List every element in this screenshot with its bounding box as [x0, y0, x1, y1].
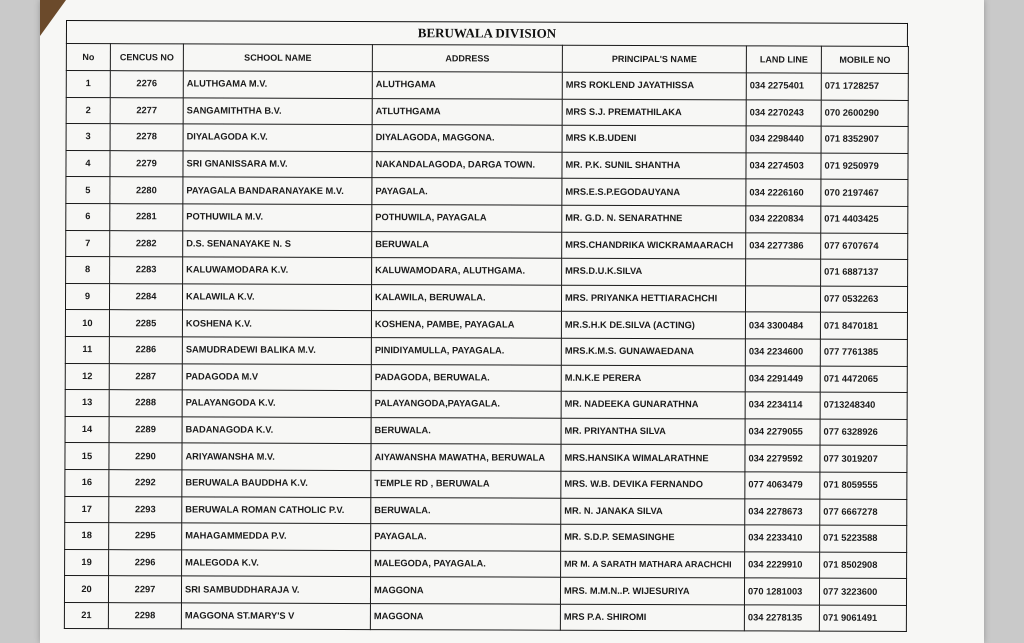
census-no: 2285 [109, 310, 182, 337]
address: MAGGONA [370, 577, 560, 604]
land-line: 034 2233410 [745, 525, 820, 552]
mobile-no: 071 9061491 [819, 605, 906, 632]
header-address: ADDRESS [372, 45, 562, 73]
principal-name: MRS.D.U.K.SILVA [562, 258, 746, 285]
table-row [65, 469, 907, 499]
mobile-no: 077 3019207 [820, 445, 907, 472]
table-row [65, 523, 907, 553]
mobile-no: 071 6887137 [821, 259, 908, 286]
row-no: 21 [64, 602, 108, 629]
principal-name: MRS K.B.UDENI [562, 125, 746, 152]
school-name: PALAYANGODA K.V. [182, 390, 371, 417]
row-no: 10 [65, 310, 109, 337]
address: AIYAWANSHA MAWATHA, BERUWALA [371, 444, 561, 471]
land-line: 070 1281003 [744, 578, 819, 605]
mobile-no: 071 8059555 [820, 472, 907, 499]
row-no: 17 [65, 496, 109, 523]
school-name: BERUWALA BAUDDHA K.V. [182, 470, 371, 497]
table-row [65, 496, 907, 526]
header-no: No [66, 44, 110, 71]
table-row [65, 549, 907, 579]
census-no: 2280 [110, 177, 183, 204]
row-no: 7 [66, 230, 110, 257]
principal-name: MRS. PRIYANKA HETTIARACHCHI [561, 285, 745, 312]
census-no: 2283 [110, 257, 183, 284]
school-name: KALAWILA K.V. [182, 284, 371, 311]
mobile-no: 070 2197467 [821, 180, 908, 207]
census-no: 2278 [110, 124, 183, 151]
row-no: 6 [66, 203, 110, 230]
census-no: 2297 [108, 576, 181, 603]
address: ALUTHGAMA [372, 72, 562, 99]
mobile-no: 071 8352907 [821, 126, 908, 153]
header-principal-name: PRINCIPAL'S NAME [562, 45, 746, 73]
address: PALAYANGODA,PAYAGALA. [371, 391, 561, 418]
census-no: 2289 [109, 416, 182, 443]
principal-name: MRS.HANSIKA WIMALARATHNE [561, 445, 745, 472]
school-name: SRI GNANISSARA M.V. [183, 151, 372, 178]
land-line [746, 259, 821, 286]
table-row [65, 310, 907, 340]
header-land-line: LAND LINE [746, 46, 821, 73]
school-name: PADAGODA M.V [182, 363, 371, 390]
header-census-no: CENCUS NO [110, 44, 183, 71]
census-no: 2293 [109, 496, 182, 523]
table-row [66, 150, 908, 180]
census-no: 2288 [109, 390, 182, 417]
header-mobile-no: MOBILE NO [821, 46, 908, 73]
school-list-sheet [64, 20, 908, 632]
row-no: 13 [65, 390, 109, 417]
row-no: 2 [66, 97, 110, 124]
school-name: MALEGODA K.V. [182, 550, 371, 577]
census-no: 2279 [110, 150, 183, 177]
address: KALUWAMODARA, ALUTHGAMA. [372, 258, 562, 285]
row-no: 18 [65, 523, 109, 550]
land-line: 034 2279592 [745, 445, 820, 472]
table-row [64, 602, 906, 632]
school-table [64, 43, 909, 632]
mobile-no: 071 4403425 [821, 206, 908, 233]
row-no: 20 [64, 576, 108, 603]
land-line: 077 4063479 [745, 472, 820, 499]
header-row [66, 44, 908, 74]
principal-name: MRS ROKLEND JAYATHISSA [562, 72, 746, 99]
address: ATLUTHGAMA [372, 98, 562, 125]
land-line: 034 2229910 [745, 552, 820, 579]
principal-name: MR. P.K. SUNIL SHANTHA [562, 152, 746, 179]
table-row [66, 97, 908, 127]
table-row [66, 124, 908, 154]
mobile-no: 071 8470181 [820, 312, 907, 339]
land-line: 034 2220834 [746, 206, 821, 233]
address: PAYAGALA. [372, 178, 562, 205]
address: DIYALAGODA, MAGGONA. [372, 125, 562, 152]
table-row [65, 363, 907, 393]
row-no: 3 [66, 124, 110, 151]
census-no: 2282 [110, 230, 183, 257]
land-line: 034 2234114 [745, 392, 820, 419]
school-name: DIYALAGODA K.V. [183, 124, 372, 151]
mobile-no: 077 6707674 [821, 233, 908, 260]
address: NAKANDALAGODA, DARGA TOWN. [372, 151, 562, 178]
census-no: 2286 [109, 337, 182, 364]
table-body [64, 71, 908, 632]
table-row [66, 71, 908, 101]
principal-name: MRS P.A. SHIROMI [560, 604, 744, 631]
land-line: 034 3300484 [745, 312, 820, 339]
school-name: PAYAGALA BANDARANAYAKE M.V. [183, 177, 372, 204]
mobile-no: 071 1728257 [821, 73, 908, 100]
address: PAYAGALA. [371, 524, 561, 551]
table-row [65, 443, 907, 473]
school-name: ALUTHGAMA M.V. [183, 71, 372, 98]
school-name: MAGGONA ST.MARY'S V [181, 603, 370, 630]
mobile-no: 070 2600290 [821, 100, 908, 127]
school-name: D.S. SENANAYAKE N. S [183, 230, 372, 257]
school-name: ARIYAWANSHA M.V. [182, 443, 371, 470]
census-no: 2292 [109, 470, 182, 497]
mobile-no: 077 7761385 [820, 339, 907, 366]
census-no: 2277 [110, 97, 183, 124]
table-row [66, 257, 908, 287]
address: BERUWALA. [371, 417, 561, 444]
school-name: SAMUDRADEWI BALIKA M.V. [182, 337, 371, 364]
land-line: 034 2279055 [745, 419, 820, 446]
principal-name: MR M. A SARATH MATHARA ARACHCHI [561, 551, 745, 578]
mobile-no: 071 5223588 [820, 525, 907, 552]
census-no: 2290 [109, 443, 182, 470]
school-name: SRI SAMBUDDHARAJA V. [181, 576, 370, 603]
school-name: BADANAGODA K.V. [182, 417, 371, 444]
census-no: 2287 [109, 363, 182, 390]
census-no: 2276 [110, 71, 183, 98]
row-no: 5 [66, 177, 110, 204]
mobile-no: 077 6328926 [820, 419, 907, 446]
table-row [66, 203, 908, 233]
principal-name: MR. PRIYANTHA SILVA [561, 418, 745, 445]
land-line: 034 2298440 [746, 126, 821, 153]
land-line: 034 2277386 [746, 232, 821, 259]
row-no: 19 [65, 549, 109, 576]
land-line: 034 2270243 [746, 99, 821, 126]
school-name: BERUWALA ROMAN CATHOLIC P.V. [182, 496, 371, 523]
principal-name: MR. NADEEKA GUNARATHNA [561, 391, 745, 418]
row-no: 9 [65, 283, 109, 310]
table-row [65, 390, 907, 420]
census-no: 2298 [108, 603, 181, 630]
binder-corner [40, 0, 66, 36]
mobile-no: 077 0532263 [820, 286, 907, 313]
row-no: 12 [65, 363, 109, 390]
principal-name: MR. G.D. N. SENARATHNE [562, 205, 746, 232]
principal-name: MRS S.J. PREMATHILAKA [562, 99, 746, 126]
principal-name: MRS.K.M.S. GUNAWAEDANA [561, 338, 745, 365]
row-no: 15 [65, 443, 109, 470]
division-title: BERUWALA DIVISION [66, 20, 908, 46]
table-row [64, 576, 906, 606]
land-line: 034 2278673 [745, 498, 820, 525]
table-row [66, 230, 908, 260]
land-line: 034 2278135 [744, 605, 819, 632]
table-row [65, 416, 907, 446]
census-no: 2284 [109, 283, 182, 310]
mobile-no: 071 8502908 [820, 552, 907, 579]
mobile-no: 077 6667278 [820, 499, 907, 526]
school-name: POTHUWILA M.V. [183, 204, 372, 231]
school-name: MAHAGAMMEDDA P.V. [182, 523, 371, 550]
land-line: 034 2274503 [746, 153, 821, 180]
principal-name: MRS. W.B. DEVIKA FERNANDO [561, 471, 745, 498]
header-school-name: SCHOOL NAME [183, 44, 372, 72]
row-no: 1 [66, 71, 110, 98]
address: PINIDIYAMULLA, PAYAGALA. [371, 338, 561, 365]
table-row [65, 336, 907, 366]
principal-name: MR. S.D.P. SEMASINGHE [561, 524, 745, 551]
principal-name: MRS.CHANDRIKA WICKRAMAARACH [562, 232, 746, 259]
principal-name: MRS. M.M.N..P. WIJESURIYA [560, 578, 744, 605]
row-no: 8 [66, 257, 110, 284]
table-row [66, 177, 908, 207]
address: TEMPLE RD , BERUWALA [371, 470, 561, 497]
mobile-no: 0713248340 [820, 392, 907, 419]
school-name: SANGAMITHTHA B.V. [183, 98, 372, 125]
land-line: 034 2275401 [746, 73, 821, 100]
address: BERUWALA. [371, 497, 561, 524]
mobile-no: 077 3223600 [819, 578, 906, 605]
land-line: 034 2226160 [746, 179, 821, 206]
school-name: KALUWAMODARA K.V. [183, 257, 372, 284]
row-no: 14 [65, 416, 109, 443]
row-no: 16 [65, 469, 109, 496]
principal-name: MR.S.H.K DE.SILVA (ACTING) [561, 312, 745, 339]
census-no: 2295 [109, 523, 182, 550]
land-line [745, 286, 820, 313]
principal-name: M.N.K.E PERERA [561, 365, 745, 392]
row-no: 4 [66, 150, 110, 177]
address: MAGGONA [370, 603, 560, 630]
table-row [65, 283, 907, 313]
mobile-no: 071 9250979 [821, 153, 908, 180]
land-line: 034 2291449 [745, 365, 820, 392]
address: MALEGODA, PAYAGALA. [371, 550, 561, 577]
address: POTHUWILA, PAYAGALA [372, 205, 562, 232]
address: PADAGODA, BERUWALA. [371, 364, 561, 391]
census-no: 2296 [109, 549, 182, 576]
census-no: 2281 [110, 204, 183, 231]
school-name: KOSHENA K.V. [182, 310, 371, 337]
address: KALAWILA, BERUWALA. [371, 284, 561, 311]
land-line: 034 2234600 [745, 339, 820, 366]
principal-name: MR. N. JANAKA SILVA [561, 498, 745, 525]
address: KOSHENA, PAMBE, PAYAGALA [371, 311, 561, 338]
row-no: 11 [65, 336, 109, 363]
address: BERUWALA [372, 231, 562, 258]
principal-name: MRS.E.S.P.EGODAUYANA [562, 179, 746, 206]
mobile-no: 071 4472065 [820, 366, 907, 393]
